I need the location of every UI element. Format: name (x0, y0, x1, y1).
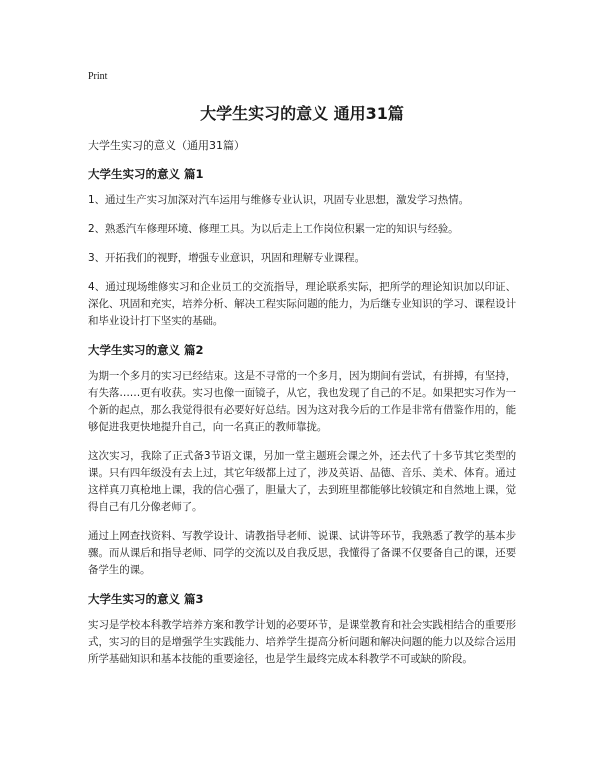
section-heading: 大学生实习的意义 篇2 (88, 343, 204, 357)
section-3 (88, 591, 516, 668)
document-subtitle: 大学生实习的意义（通用31篇） (88, 139, 245, 152)
paragraph: 2、熟悉汽车修理环境、修理工具。为以后走上工作岗位积累一定的知识与经验。 (88, 223, 459, 235)
document-page (88, 70, 516, 680)
document-title: 大学生实习的意义 通用31篇 (200, 104, 404, 123)
section-2 (88, 342, 516, 579)
paragraph: 3、开拓我们的视野，增强专业意识，巩固和理解专业课程。 (88, 252, 365, 264)
print-label: Print (88, 71, 108, 82)
section-heading: 大学生实习的意义 篇1 (88, 167, 204, 181)
paragraph: 实习是学校本科教学培养方案和教学计划的必要环节，是课堂教育和社会实践相结合的重要形式，实习的目的是增强学生实践能力、培养学生提高分析问题和解决问题的能力以及综合运用所学基础知识和基本技能的重要途径，也是学生最终完成本科教学不可或缺的阶段。 (88, 619, 516, 665)
paragraph: 这次实习，我除了正式备3节语文课，另加一堂主题班会课之外，还去代了十多节其它类型的课。只有四年级没有去上过，其它年级都上过了，涉及英语、品德、音乐、美术、体育。通过这样真刀真枪地上课，我的信心强了，胆量大了，去到班里都能够比较镇定和自然地上课，觉得自己有几分像老师了。 (88, 450, 516, 513)
section-1 (88, 166, 516, 330)
paragraph: 通过上网查找资料、写教学设计、请教指导老师、说课、试讲等环节，我熟悉了教学的基本步骤。而从课后和指导老师、同学的交流以及自我反思，我懂得了备课不仅要备自己的课，还要备学生的课。 (88, 530, 516, 576)
paragraph: 4、通过现场维修实习和企业员工的交流指导，理论联系实际，把所学的理论知识加以印证、深化、巩固和充实，培养分析、解决工程实际问题的能力，为后继专业知识的学习、课程设计和毕业设计打下坚实的基础。 (88, 281, 516, 327)
paragraph: 为期一个多月的实习已经结束。这是不寻常的一个多月，因为期间有尝试，有拼搏，有坚持，有失落……更有收获。实习也像一面镜子，从它，我也发现了自己的不足。如果把实习作为一个新的起点，那么我觉得很有必要好好总结。因为这对我今后的工作是非常有借鉴作用的，能够促进我更快地提升自己，向一名真正的教师靠拢。 (88, 370, 516, 433)
paragraph: 1、通过生产实习加深对汽车运用与维修专业认识，巩固专业思想，激发学习热情。 (88, 194, 469, 206)
section-heading: 大学生实习的意义 篇3 (88, 592, 204, 606)
